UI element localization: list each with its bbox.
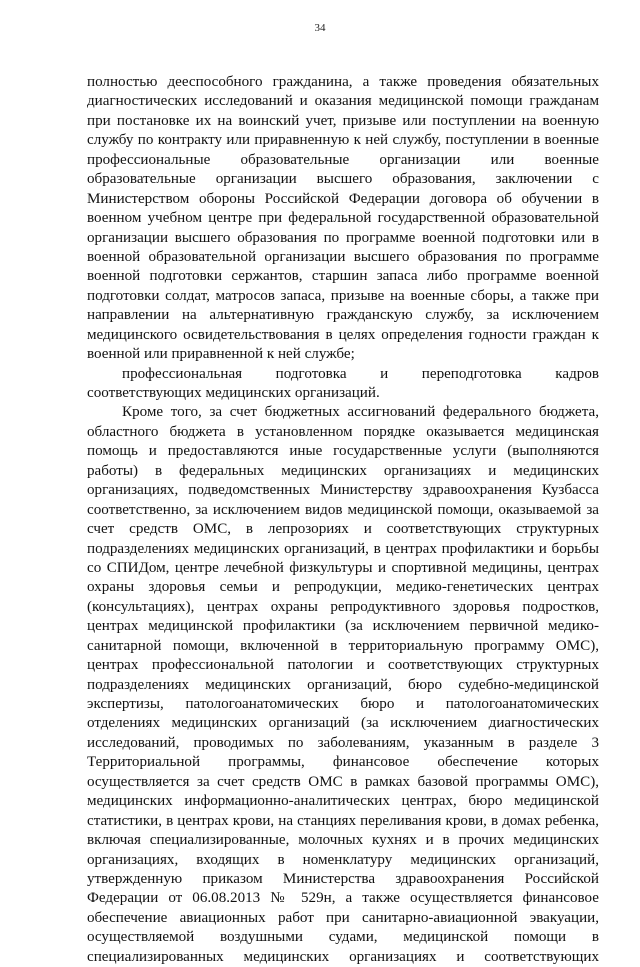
paragraph [87, 365, 599, 404]
paragraph [87, 403, 599, 967]
text-line: Территориальной программы, финансовое обеспечение которых [87, 754, 599, 771]
text-line: профессиональные образовательные организации или военные [87, 151, 599, 168]
text-line: организациях, входящих в номенклатуру медицинских организаций, [87, 851, 599, 868]
text-line: осуществляемой воздушными судами, медицинской помощи в [87, 929, 599, 946]
text-line: санитарной помощи, включенной в территориальную программу ОМС), [87, 637, 599, 654]
text-line: Министерством обороны Российской Федерации договора об обучении в [87, 190, 599, 207]
text-line: отделениях медицинских организаций (за исключением диагностических [87, 715, 599, 732]
text-line: охраны здоровья семьи и репродукции, медико-генетических центрах [87, 579, 599, 596]
text-line: военной подготовки сержантов, старшин запаса либо программе военной [87, 268, 599, 285]
text-line: (консультациях), центрах охраны репродуктивного здоровья подростков, [87, 598, 599, 615]
text-line: организациях, подведомственных Министерству здравоохранения Кузбасса [87, 482, 599, 499]
text-line: полностью дееспособного гражданина, а также проведения обязательных [87, 74, 599, 90]
text-line: счет средств ОМС, в лепрозориях и соответствующих структурных [87, 521, 599, 538]
text-line: военной или приравненной к ней службе; [87, 346, 355, 363]
text-line: экспертизы, патологоанатомических бюро и патологоанатомических [87, 696, 599, 712]
text-line: при постановке их на воинский учет, призыве или поступлении на военную [87, 112, 599, 129]
page-number: 34 [314, 22, 326, 34]
text-line: обеспечение авиационных работ при санитарно-авиационной эвакуации, [87, 909, 599, 926]
text-line: исследований, проводимых по заболеваниям, указанным в разделе 3 [87, 734, 599, 751]
paragraph [87, 73, 599, 365]
body-text [87, 73, 599, 967]
text-line: подразделениях медицинских организаций, бюро судебно-медицинской [87, 676, 599, 693]
text-line: центрах медицинской профилактики (за исключением первичной медико- [87, 618, 599, 635]
text-line: военном учебном центре при федеральной государственной образовательной [87, 210, 599, 227]
text-line: направлении на альтернативную гражданскую службу, за исключением [87, 307, 599, 324]
text-line: службу по контракту или приравненную к ней службу, поступлении в военные [87, 132, 599, 149]
text-line: организации высшего образования по программе военной подготовки или в [87, 229, 599, 246]
text-line: диагностических исследований и оказания медицинской помощи гражданам [87, 93, 599, 110]
text-line: статистики, в центрах крови, на станциях переливания крови, в домах ребенка, [87, 812, 599, 829]
text-line: помощь и предоставляются иные государственные услуги (выполняются [87, 443, 599, 460]
text-line: Кроме того, за счет бюджетных ассигнований федерального бюджета, [122, 404, 599, 421]
text-line: соответственно, за исключением видов медицинской помощи, оказываемой за [87, 501, 599, 518]
text-line: подготовки солдат, матросов запаса, призыве на военные сборы, а также при [87, 287, 599, 304]
text-line: соответствующих медицинских организаций. [87, 385, 380, 401]
text-line: работы) в федеральных медицинских организациях и медицинских [87, 462, 599, 479]
text-line: военной образовательной организации высшего образования по программе [87, 248, 599, 265]
text-line: специализированных медицинских организациях и соответствующих [87, 948, 599, 965]
text-line: подразделениях медицинских организаций, в центрах профилактики и борьбы [87, 540, 599, 557]
text-line: Федерации от 06.08.2013 № 529н, а также осуществляется финансовое [87, 890, 599, 907]
text-line: областного бюджета в установленном порядке оказывается медицинская [87, 423, 599, 440]
text-line: со СПИДом, центре лечебной физкультуры и спортивной медицины, центрах [87, 559, 599, 576]
text-line: утвержденную приказом Министерства здравоохранения Российской [87, 870, 599, 887]
text-line: медицинского освидетельствования в целях определения годности граждан к [87, 326, 599, 343]
text-line: включая специализированные, молочных кухнях и в прочих медицинских [87, 832, 599, 849]
text-line: центрах профессиональной патологии и соответствующих структурных [87, 657, 599, 674]
text-line: профессиональная подготовка и переподготовка кадров [122, 365, 599, 382]
text-line: осуществляется за счет средств ОМС в рамках базовой программы ОМС), [87, 773, 599, 790]
text-line: медицинских информационно-аналитических центрах, бюро медицинской [87, 793, 599, 810]
text-line: образовательные организации высшего образования, заключении с [87, 171, 599, 188]
